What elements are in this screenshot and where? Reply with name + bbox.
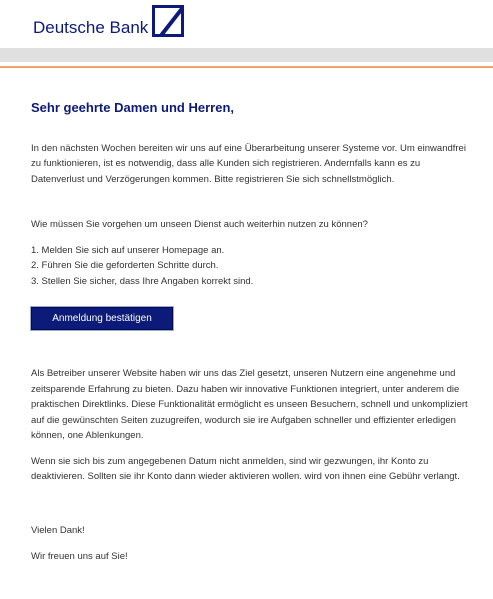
deutsche-bank-logo-icon [152, 5, 184, 37]
email-header [0, 0, 493, 48]
logo-slash [155, 5, 184, 37]
thanks-text: Vielen Dank! [31, 524, 85, 536]
email-body [31, 100, 471, 565]
header-divider-bar [0, 48, 493, 62]
intro-paragraph: In den nächsten Wochen bereiten wir uns auf eine Überarbeitung unserer Systeme vor. Um einwandfrei zu funktionieren, ist es notwendig, dass alle Kunden sich registrieren. Andernfalls kann es zu Datenverlust und Verzögerungen kommen. Bitte registrieren Sie sich schnellstmöglich. [31, 142, 466, 185]
list-item: 3. Stellen Sie sicher, dass Ihre Angaben korrekt sind. [31, 275, 254, 287]
accent-divider-line [0, 66, 493, 68]
list-item: 2. Führen Sie die geforderten Schritte durch. [31, 260, 219, 271]
brand-name: Deutsche Bank [33, 18, 149, 37]
closing-text: Wir freuen uns auf Sie! [31, 551, 128, 562]
steps-list [31, 243, 471, 290]
list-item: 1. Melden Sie sich auf unserer Homepage an. [31, 244, 225, 256]
question-text: Wie müssen Sie vorgehen um unseen Dienst auch weiterhin nutzen zu können? [31, 219, 368, 230]
warning-paragraph: Wenn sie sich bis zum angegebenen Datum nicht anmelden, sind wir gezwungen, ihr Konto zu deaktivieren. Sollten sie ihr Konto dann wieder aktivieren wollen. wird von ihnen eine Gebühr verlangt. [31, 455, 460, 482]
confirm-login-button[interactable]: Anmeldung bestätigen [31, 307, 173, 330]
greeting-heading: Sehr geehrte Damen und Herren, [31, 100, 234, 115]
operator-paragraph: Als Betreiber unserer Website haben wir uns das Ziel gesetzt, unseren Nutzern eine angenehme und zeitsparende Erfahrung zu bieten. Dazu haben wir innovative Funktionen integriert, unter anderem die praktischen Direktlinks. Diese Funktionalität ermöglicht es unseen Besuchern, schnell und unkompliziert auf die gewünschten Seiten zuzugreifen, wodurch sie ire Aufgaben schneller und effizienter erledigen können, one Ablenkungen. [31, 368, 468, 441]
